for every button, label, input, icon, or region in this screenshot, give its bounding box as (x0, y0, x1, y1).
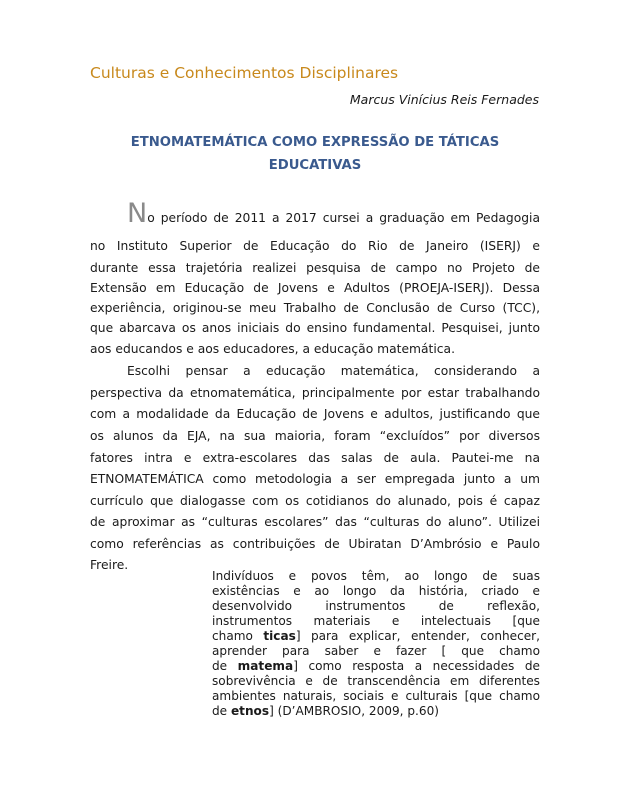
paragraph-2-line: perspectiva da etnomatemática, principalmente por estar trabalhando (90, 386, 540, 400)
paragraph-2-line: os alunos da EJA, na sua maioria, foram “excluídos” por diversos (90, 429, 540, 443)
drop-cap: N (127, 198, 148, 229)
quote-emphasis: etnos (230, 704, 270, 718)
block-quote-line: Indivíduos e povos têm, ao longo de suas (212, 569, 540, 583)
block-quote-line (212, 629, 540, 644)
block-quote-line: sobrevivência e de transcendência em diferentes (212, 674, 540, 688)
section-header: Culturas e Conhecimentos Disciplinares (90, 64, 399, 82)
quote-emphasis: matema (237, 659, 294, 673)
quote-text: ] como resposta a necessidades de (293, 659, 540, 673)
paragraph-1-line: durante essa trajetória realizei pesquisa de campo no Projeto de (90, 261, 540, 275)
block-quote-line (212, 704, 540, 719)
quote-text: ] (D’AMBROSIO, 2009, p.60) (269, 704, 439, 718)
paragraph-2-line: Freire. (90, 558, 129, 572)
block-quote-line: desenvolvido instrumentos de reflexão, (212, 599, 540, 613)
paragraph-2-line: ETNOMATEMÁTICA como metodologia a ser empregada junto a um (90, 472, 540, 486)
block-quote-line: instrumentos materiais e intelectuais [que (212, 614, 540, 628)
paragraph-2-line: Escolhi pensar a educação matemática, considerando a (127, 364, 540, 378)
block-quote-line (212, 659, 540, 674)
quote-text: chamo (212, 629, 264, 643)
paragraph-2-line: de aproximar as “culturas escolares” das “culturas do aluno”. Utilizei (90, 515, 540, 529)
paragraph-2-line: fatores intra e extra-escolares das salas de aula. Pautei-me na (90, 451, 540, 465)
paragraph-1-line: aos educandos e aos educadores, a educação matemática. (90, 342, 455, 356)
paragraph-2-line: com a modalidade da Educação de Jovens e adultos, justificando que (90, 407, 540, 421)
paragraph-2-line: currículo que dialogasse com os cotidianos do alunado, pois é capaz (90, 494, 540, 508)
author-name: Marcus Vinícius Reis Fernades (349, 92, 539, 107)
quote-text: ] para explicar, entender, conhecer, (295, 629, 540, 643)
paragraph-1-first-line (127, 200, 540, 232)
article-title-line-1: ETNOMATEMÁTICA COMO EXPRESSÃO DE TÁTICAS (130, 135, 500, 150)
paragraph-2-line: como referências as contribuições de Ubiratan D’Ambrósio e Paulo (90, 537, 540, 551)
quote-emphasis: ticas (263, 629, 296, 643)
quote-text: de (212, 659, 238, 673)
paragraph-1-line: no Instituto Superior de Educação do Rio de Janeiro (ISERJ) e (90, 239, 540, 253)
paragraph-1-first-line-text: o período de 2011 a 2017 cursei a graduação em Pedagogia (147, 211, 540, 225)
paragraph-1-line: Extensão em Educação de Jovens e Adultos (PROEJA-ISERJ). Dessa (90, 281, 540, 295)
article-title-line-2: EDUCATIVAS (268, 158, 362, 173)
block-quote-line: aprender para saber e fazer [ que chamo (212, 644, 540, 658)
block-quote-line: ambientes naturais, sociais e culturais [que chamo (212, 689, 540, 703)
paragraph-1-line: que abarcava os anos iniciais do ensino fundamental. Pesquisei, junto (90, 321, 540, 335)
block-quote-line: existências e ao longo da história, criado e (212, 584, 540, 598)
quote-text: de (212, 704, 231, 718)
paragraph-1-line: experiência, originou-se meu Trabalho de Conclusão de Curso (TCC), (90, 301, 540, 315)
